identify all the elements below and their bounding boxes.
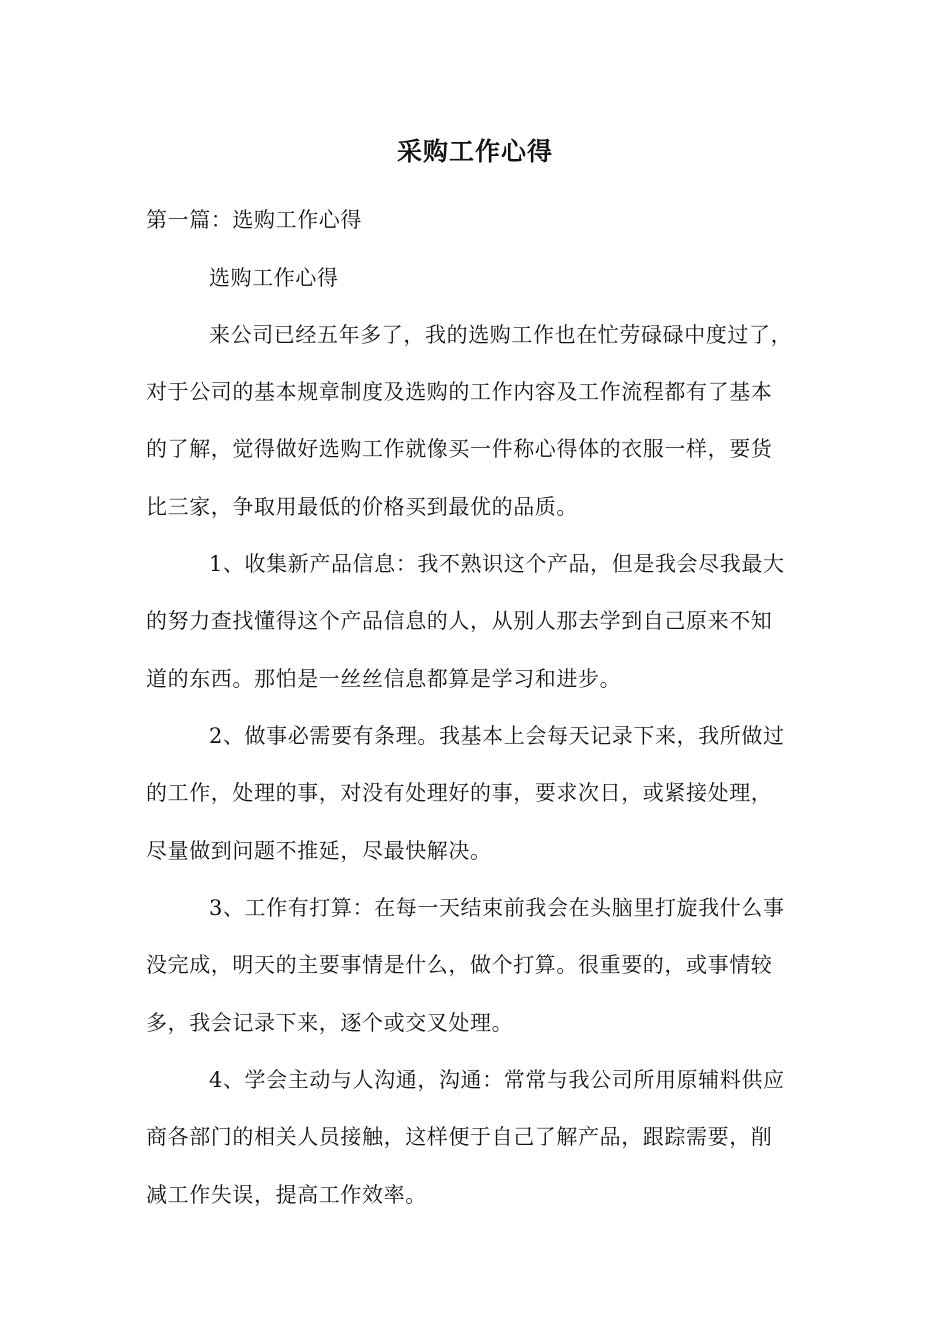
- paragraph-line: 对于公司的基本规章制度及选购的工作内容及工作流程都有了基本: [146, 380, 773, 404]
- paragraph-line: 减工作失误，提高工作效率。: [146, 1183, 427, 1207]
- paragraph-line: 的努力查找懂得这个产品信息的人，从别人那去学到自己原来不知: [146, 609, 773, 633]
- sub-heading: 选购工作心得: [209, 266, 339, 290]
- paragraph-line: 来公司已经五年多了，我的选购工作也在忙劳碌碌中度过了，: [209, 323, 793, 347]
- paragraph-line: 多，我会记录下来，逐个或交叉处理。: [146, 1011, 514, 1035]
- paragraph-line: 的了解，觉得做好选购工作就像买一件称心得体的衣服一样，要货: [146, 437, 773, 461]
- paragraph-line: 2、做事必需要有条理。我基本上会每天记录下来，我所做过: [209, 724, 785, 748]
- document-title: 采购工作心得: [396, 137, 553, 166]
- paragraph-line: 1、收集新产品信息：我不熟识这个产品，但是我会尽我最大: [209, 552, 785, 576]
- paragraph-line: 4、学会主动与人沟通，沟通：常常与我公司所用原辅料供应: [209, 1068, 785, 1092]
- paragraph-line: 商各部门的相关人员接触，这样便于自己了解产品，跟踪需要，削: [146, 1125, 773, 1149]
- paragraph-line: 3、工作有打算：在每一天结束前我会在头脑里打旋我什么事: [209, 896, 785, 920]
- section-heading: 第一篇：选购工作心得: [146, 208, 362, 232]
- paragraph-line: 没完成，明天的主要事情是什么，做个打算。很重要的，或事情较: [146, 953, 773, 977]
- paragraph-line: 尽量做到问题不推延，尽最快解决。: [146, 839, 492, 863]
- paragraph-line: 道的东西。那怕是一丝丝信息都算是学习和进步。: [146, 667, 622, 691]
- paragraph-line: 的工作，处理的事，对没有处理好的事，要求次日，或紧接处理，: [146, 781, 773, 805]
- paragraph-line: 比三家，争取用最低的价格买到最优的品质。: [146, 495, 578, 519]
